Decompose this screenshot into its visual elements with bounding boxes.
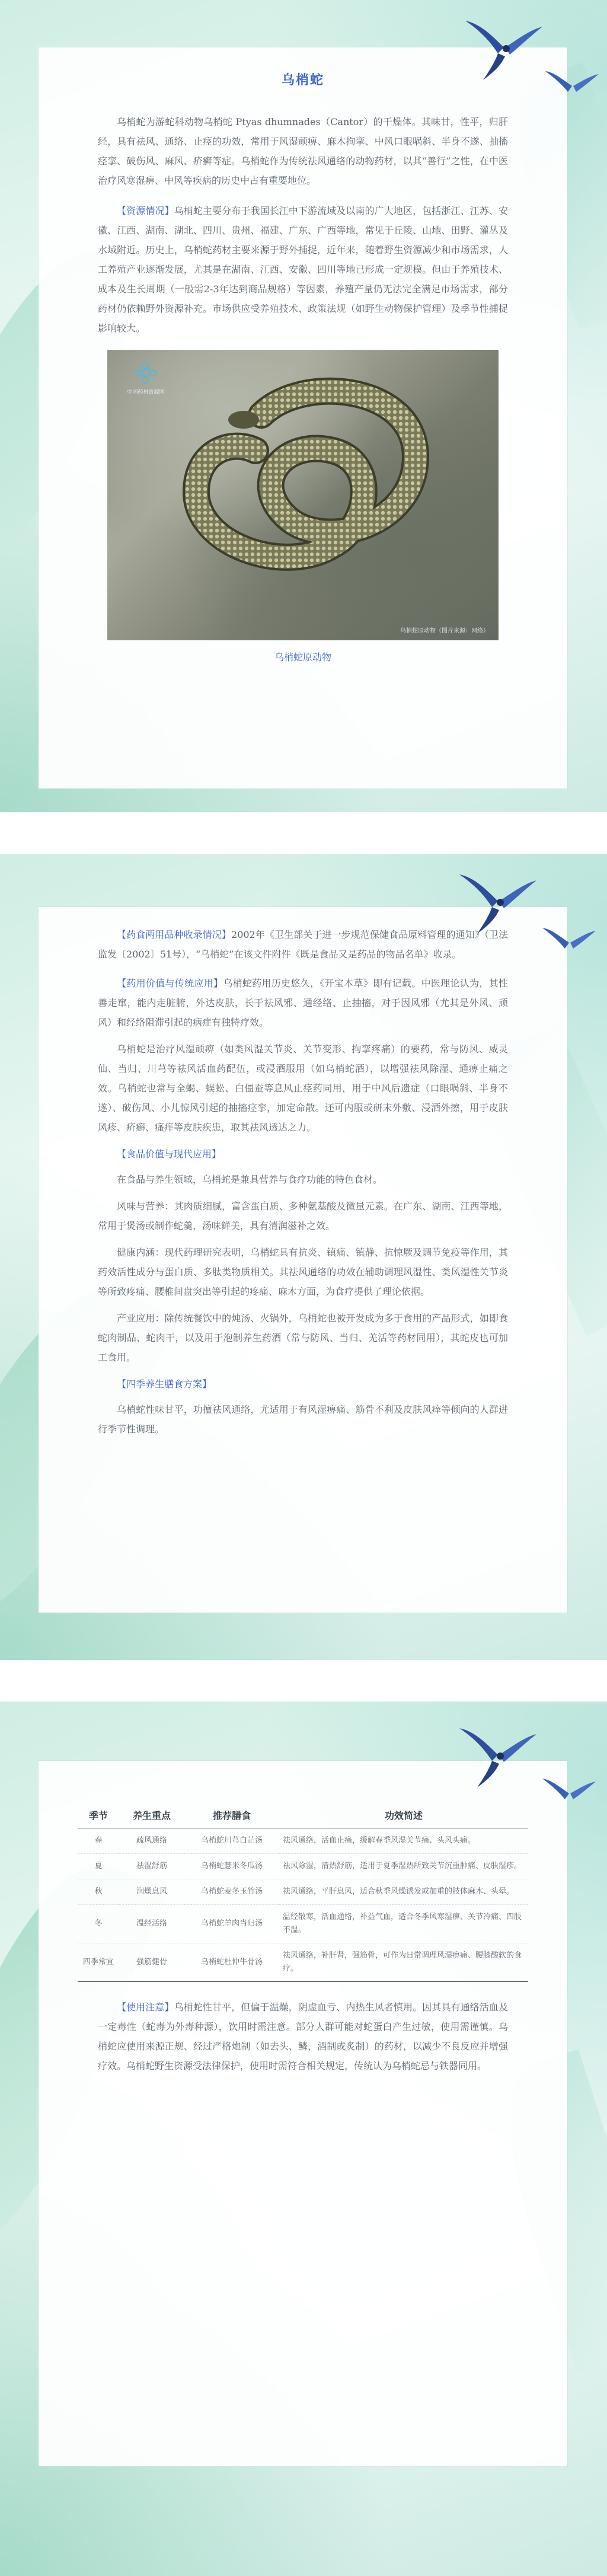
food-paragraph-4: 产业应用：除传统餐饮中的炖汤、火锅外，乌梢蛇也被开发成为多于食用的产品形式，如即食蛇肉制品、蛇肉干，以及用于泡制养生药酒（常与防风、当归、羌活等药材同用），其蛇皮也可加工食用。 [98,1313,508,1363]
focus-cell: 温经活络 [119,1905,184,1943]
season-cell: 春 [78,1828,119,1854]
swallow-bird-icon [542,1773,596,1814]
season-heading [39,1374,567,1394]
snake-photo [107,350,499,640]
swallow-bird-icon [545,65,599,107]
food-paragraph-2: 风味与营养：其肉质细腻，富含蛋白质、多种氨基酸及微量元素。在广东、湖南、江西等地，常用于煲汤或制作蛇羹，汤味鲜美，具有清润滋补之效。 [98,1201,508,1231]
panel-usage [0,854,607,1660]
swallow-bird-icon [542,922,596,963]
dish-cell: 乌梢蛇羊肉当归汤 [184,1905,279,1943]
history-tag: 【药用价值与传统应用】 [117,978,223,989]
panel-diet-table [0,1702,607,2576]
season-cell: 四季常宜 [78,1943,119,1982]
resource-text: 乌梢蛇主要分布于我国长江中下游流域及以南的广大地区，包括浙江、江苏、安徽、江西、湖南、湖北、四川、贵州、福建、广东、广西等地，常见于丘陵、山地、田野、灌丛及水域附近。历史上，乌梢蛇药材主要来源于野外捕捉，近年来，随着野生资源减少和市场需求，人工养殖产业逐渐发展，尤其是在湖南、江西、安徽、四川等地已形成一定规模。但由于养殖技术、成本及生长周期（一般需2-3年达到商品规格）等因素，养殖产量仍无法完全满足市场需求，部分药材仍依赖野外资源补充。市场供应受养殖技术、政策法规（如野生动物保护管理）及季节性捕捉影响较大。 [98,205,508,334]
season-cell: 秋 [78,1879,119,1905]
column-header: 功效简述 [279,1802,528,1828]
focus-cell: 强筋健骨 [119,1943,184,1982]
focus-cell: 润燥息风 [119,1879,184,1905]
content-card [39,1761,567,2466]
intro-paragraph: 乌梢蛇为游蛇科动物乌梢蛇 Ptyas dhumnades（Cantor）的干燥体。其味甘，性平，归肝经，具有祛风、通络、止痉的功效，常用于风湿顽痹、麻木拘挛、中风口眼㖞斜、半身不遂、抽搐痉挛、破伤风、麻风、疥癣等症。乌梢蛇作为传统祛风通络的动物药材，以其“善行”之性，在中医治疗风寒湿痹、中风等疾病的历史中占有重要地位。 [98,116,508,186]
season-cell: 夏 [78,1854,119,1879]
snake-illustration [107,350,499,640]
focus-cell: 祛湿舒筋 [119,1854,184,1879]
dish-cell: 乌梢蛇川芎白芷汤 [184,1828,279,1854]
table-header-row [78,1802,528,1828]
season-paragraph: 乌梢蛇性味甘平，功擅祛风通络，尤适用于有风湿痹痛、筋骨不利及皮肤风痒等倾向的人群进行季节性调理。 [98,1404,508,1435]
column-header: 季节 [78,1802,119,1828]
notice-tag: 【使用注意】 [117,2002,174,2013]
table-row [78,1905,528,1943]
history-text: 乌梢蛇药用历史悠久，《开宝本草》即有记载。中医理论认为，其性善走窜，能内走脏腑，外达皮肤，长于祛风邪、通经络、止抽搐，对于因风邪（尤其是外风、顽风）和经络阻滞引起的病症有独特疗效。 [98,978,508,1028]
effect-cell: 祛风通络，补肝肾，强筋骨，可作为日常调理风湿痹痛、腰膝酸软的食疗。 [279,1943,528,1982]
dish-cell: 乌梢蛇麦冬玉竹汤 [184,1879,279,1905]
table-row [78,1943,528,1982]
swallow-bird-icon [462,12,545,83]
content-card [39,907,567,1613]
season-tag: 【四季养生膳食方案】 [117,1378,212,1390]
food-paragraph: 在食品与养生领域，乌梢蛇是兼具营养与食疗功能的特色食材。 [117,1174,383,1185]
column-header: 推荐膳食 [184,1802,279,1828]
history-paragraph [39,973,567,1032]
column-header: 养生重点 [119,1802,184,1828]
food-heading [39,1144,567,1164]
catalog-tag: 【药食两用品种收录情况】 [117,929,232,940]
food-paragraph-3: 健康内涵：现代药理研究表明，乌梢蛇具有抗炎、镇痛、镇静、抗惊厥及调节免疫等作用，其药效活性成分与蛋白质、多肽类物质相关。其祛风通络的功效在辅助调理风湿性、类风湿性关节炎等所致疼痛、腰椎间盘突出等引起的疼痛、麻木方面，为食疗提供了理论依据。 [98,1247,508,1297]
swallow-bird-icon [456,866,539,937]
content-card [39,47,567,789]
catalog-text: 2002年《卫生部关于进一步规范保健食品原料管理的通知》（卫法监发〔2002〕51号），“乌梢蛇”在该文件附件《既是食品又是药品的物品名单》收录。 [98,929,508,960]
dish-cell: 乌梢蛇杜仲牛骨汤 [184,1943,279,1982]
photo-watermark: 乌梢蛇原动物（图片来源：网络） [400,628,489,634]
table-row [78,1854,528,1879]
section-gap [0,1660,607,1702]
resource-tag: 【资源情况】 [117,205,174,216]
effect-cell: 温经散寒，活血通络，补益气血，适合冬季风寒湿痹、关节冷痛、四肢不温。 [279,1905,528,1943]
notice-paragraph [39,1997,567,2076]
panel-intro [0,0,607,812]
season-cell: 冬 [78,1905,119,1943]
page-title: 乌梢蛇 [281,72,324,88]
notice-text: 乌梢蛇性甘平，但偏于温燥，阴虚血亏、内热生风者慎用。因其具有通络活血及一定毒性（蛇毒为外毒种源），饮用时需注意。部分人群可能对蛇蛋白产生过敏，使用需谨慎。乌梢蛇应使用来源正规、经过严格炮制（如去头、鳞，酒制或炙制）的药材，以减少不良反应并增强疗效。乌梢蛇野生资源受法律保护，使用时需符合相关规定，传统认为乌梢蛇忌与铁器同用。 [98,2002,508,2071]
focus-cell: 疏风通络 [119,1828,184,1854]
section-gap [0,812,607,854]
resource-paragraph [39,201,567,338]
effect-cell: 祛风除湿，清热舒筋，适用于夏季湿热所致关节沉重肿痛、皮肤湿疹。 [279,1854,528,1879]
table-row [78,1828,528,1854]
diet-table [78,1802,528,1982]
photo-caption: 乌梢蛇原动物 [274,652,331,663]
logo-text: 中国药材资源网 [127,390,165,395]
effect-cell: 祛风通络，平肝息风，适合秋季风燥诱发或加重的肢体麻木、头晕。 [279,1879,528,1905]
food-tag: 【食品价值与现代应用】 [117,1148,222,1160]
dish-cell: 乌梢蛇薏米冬瓜汤 [184,1854,279,1879]
effect-cell: 祛风通络，活血止痛，缓解春季风湿关节痛、头风头痛。 [279,1828,528,1854]
table-row [78,1879,528,1905]
history-paragraph-2: 乌梢蛇是治疗风湿顽痹（如类风湿关节炎、关节变形、拘挛疼痛）的要药，常与防风、威灵仙、当归、川芎等祛风活血药配伍，或浸酒服用（如乌梢蛇酒），以增强祛风除湿、通痹止痛之效。乌梢蛇也常与全蝎、蜈蚣、白僵蚕等息风止痉药同用，用于中风后遗症（口眼㖞斜、半身不遂）、破伤风、小儿惊风引起的抽搐痉挛，加定命散。还可内服或研末外敷、浸酒外擦，用于皮肤风疹、疥癣、瘙痒等皮肤疾患，取其祛风透达之力。 [98,1043,508,1133]
swallow-bird-icon [456,1719,539,1790]
